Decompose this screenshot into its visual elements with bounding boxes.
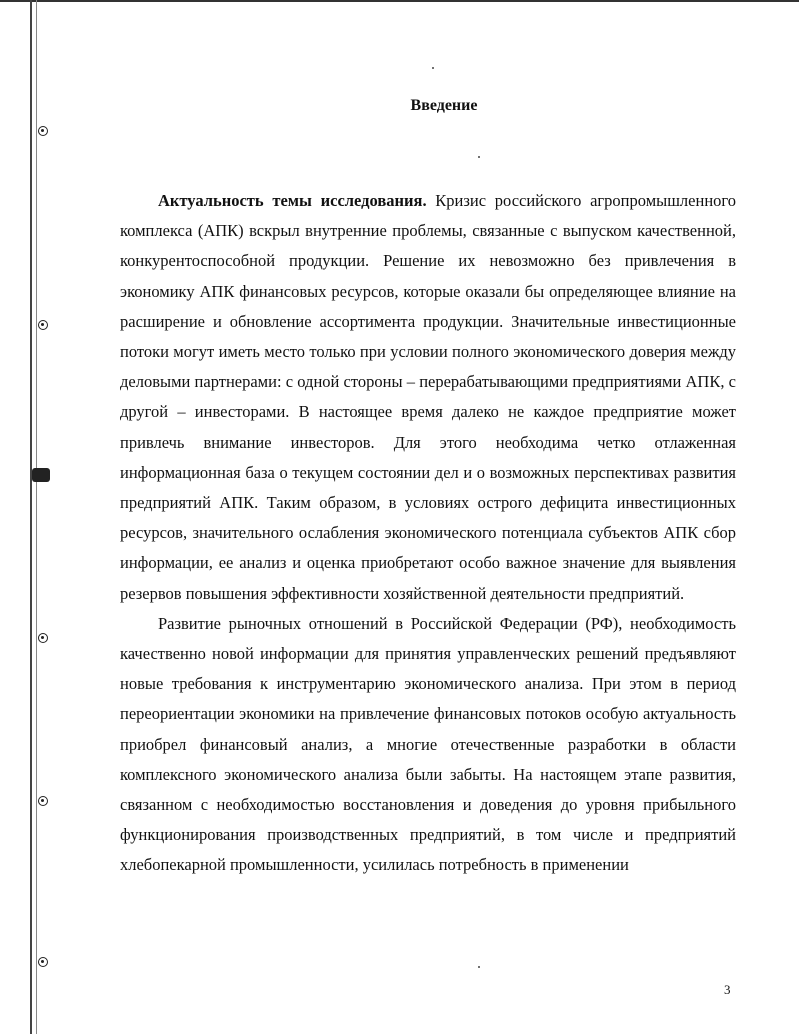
binding-clip-mark (32, 468, 50, 482)
scan-speck (478, 966, 480, 968)
scan-speck (478, 156, 480, 158)
page-title: Введение (410, 97, 478, 114)
page-number: 3 (724, 982, 731, 997)
scan-top-edge (0, 0, 799, 2)
punch-hole-icon (38, 320, 48, 330)
punch-hole-icon (38, 796, 48, 806)
binding-line-inner (36, 0, 37, 1034)
paragraph-text: Развитие рыночных отношений в Российской Федерации (РФ), необходимость качественно новой информации для принятия управленческих решений предъявляют новые требования к инструментарию экономического анализа. При этом в период переориентации экономики на привлечение финансовых потоков особую актуальность приобрел финансовый анализ, а многие отечественные разработки в области комплексного экономического анализа были забыты. На настоящем этапе развития, связанном с необходимостью восстановления и доведения до уровня прибыльного функционирования производственных предприятий, в том числе и предприятий хлебопекарной промышленности, усилилась потребность в применении (120, 613, 736, 875)
binding-line (30, 0, 32, 1034)
paragraph-lead: Актуальность темы исследования. (158, 191, 427, 210)
punch-hole-icon (38, 633, 48, 643)
scan-speck (432, 67, 434, 69)
punch-hole-icon (38, 126, 48, 136)
body-text (120, 186, 736, 881)
paragraph-text: Кризис российского агропромышленного комплекса (АПК) вскрыл внутренние проблемы, связанные с выпуском качественной, конкурентоспособной продукции. Решение их невозможно без привлечения в экономику АПК финансовых ресурсов, которые оказали бы определяющее влияние на расширение и обновление ассортимента продукции. Значительные инвестиционные потоки могут иметь место только при условии полного экономического доверия между деловыми партнерами: с одной стороны – перерабатывающими предприятиями АПК, с другой – инвесторами. В настоящее время далеко не каждое предприятие может привлечь внимание инвесторов. Для этого необходима четко отлаженная информационная база о текущем состоянии дел и о возможных перспективах развития предприятий АПК. Таким образом, в условиях острого дефицита инвестиционных ресурсов, значительного ослабления экономического потенциала субъектов АПК сбор информации, ее анализ и оценка приобретают особо важное значение для выявления резервов повышения эффективности хозяйственной деятельности предприятий. (120, 191, 737, 603)
paragraph-relevance (120, 186, 736, 609)
punch-hole-icon (38, 957, 48, 967)
paragraph-development (120, 609, 736, 881)
